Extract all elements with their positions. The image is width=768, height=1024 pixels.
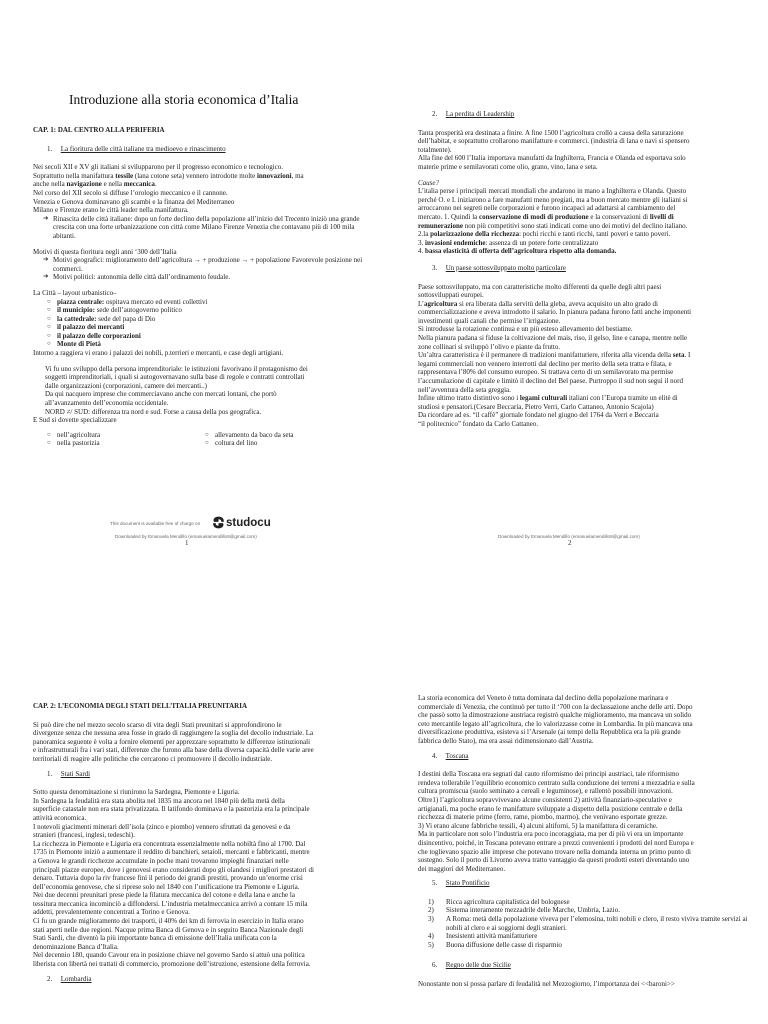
text-line: diversificazione produttiva, esisteva si l’Arsenale (ai tempi della Repubblica era la più grande — [418, 728, 681, 737]
text-line: Nella pianura padana si fiduse la coltivazione del mais, riso, il gelso, line e canapa, mentre nelle — [418, 334, 688, 343]
section-heading — [47, 770, 363, 779]
cause-heading: Cause? — [418, 178, 439, 187]
section-number: 1. — [47, 144, 53, 153]
list-item: 1) Ricca agricoltura capitalistica del bolognese — [428, 897, 570, 906]
text-line: L’italia perse i principali mercati mondiali che andarono in mano a Inghilterra e Olanda. Questo — [418, 187, 687, 196]
list-item: ➔ Motivi geografici: miglioramento dell’agricoltura → + produzione → + popolazione Favorevole posizione nei commerci. — [43, 256, 363, 273]
text-line: liberista con libertà nei trattati di commercio, promozione dell’istruzione, estensione della ferrovia. — [33, 960, 311, 969]
text-line: Infine ultimo tratto distintivo sono i legami culturali italiani con l’Europa tramite un elitè di — [418, 394, 678, 403]
text-line: ricchezza di materie prime (ferro, rame, piombo, marmo), che venivano esportate grezze. — [418, 813, 668, 822]
text-line: NORD ≠/ SUD: differenza tra nord e sud. Forse a causa della pos geografica. — [45, 407, 262, 416]
text-line: territoriali di reagire alle politiche che cercarono ci promuovere il decollo industriale. — [33, 754, 273, 763]
text-line: sottosviluppati europei. — [418, 291, 484, 300]
text-line: Venezia e Genova dominavano gli scambi e la finanza del Mediterraneo — [33, 197, 235, 206]
list-item: ○ nell’agricoltura — [47, 431, 205, 440]
text-line: Nel corso del XII secolo si diffuse l’orologio meccanico e il cannone. — [33, 188, 228, 197]
text-line: materie prime e semilavorati come olio, grano, vino, lana e seta. — [418, 162, 598, 171]
download-note: Downloaded by Emanuela Mendillo (emanuelamendillo9@gmail.com) — [115, 534, 257, 539]
section-heading — [432, 752, 748, 761]
text-line — [33, 172, 363, 181]
text-line: artigianali, ma poche erano le manifatture sviluppate a dispetto della posizione centrale e della — [418, 804, 683, 813]
list-item: ○ Monte di Pietà — [47, 340, 363, 349]
text-line: Nei due decenni preunitari prese piede la filatura meccanica del cotone e della lana e anche la — [33, 891, 295, 900]
section-number: 1. — [47, 769, 53, 778]
text-line: arroccarono nei segreti nelle corporazioni e furono incapaci ad adattarsi al cambiamento del — [418, 204, 676, 213]
text-line: Tanta prosperità era destinata a finire. A fine 1500 l’agricoltura crollò a causa della saturazione — [418, 128, 684, 137]
text-line: Motivi di questa fioritura negli anni ‘300 dell’Italia — [33, 247, 177, 256]
section-title: Stato Pontificio — [445, 879, 490, 888]
document-title: Introduzione alla storia economica d’Italia — [69, 92, 299, 107]
text-line: Oltre1) l’agricoltura sopravvivevano alcune consistenti 2) attività finanziario-speculative e — [418, 795, 672, 804]
text-line: commerciale di Venezia, che continuò per tutto il ‘700 con la declassazione anche delle arti. Dopo — [418, 702, 693, 711]
text-line: Stati Sardi, che diventò la più importante banca di emissione dell’Italia unificata con la — [33, 934, 277, 943]
text-line: principali piazze europee, dove i genovesi erano considerati dopo gli olandesi i migliori prestatori di — [33, 865, 314, 874]
list-right — [205, 431, 363, 448]
section-heading — [432, 961, 748, 970]
text-line: Paese sottosviluppato, ma con caratteristiche molto differenti da quelle degli altri paesi — [418, 282, 662, 291]
text-line: Intorno a raggiera vi erano i palazzi dei nobili, p.terrieri e mercanti, e case degli artigiani. — [33, 349, 284, 358]
text-line: Soprattutto nella manifattura tessile (lana cotone seta) vennero introdotte molte innovazioni, ma — [33, 171, 304, 180]
list-item: ○ nella pastorizia — [47, 439, 205, 448]
text-line: legami commerciali non vennero interrotti dal declino per merito della seta tratta e filata, e — [418, 359, 672, 368]
arrow-list — [43, 256, 363, 282]
list-item: 5) Buona diffusione delle casse di risparmio — [428, 940, 562, 949]
list-item: ○ allevamento da baco da seta — [205, 431, 363, 440]
text-line: 3. invasioni endemiche: assenza di un potere forte centralizzato — [418, 238, 599, 247]
text-line: l’accumulazione di capitale e limitò il declino del Bel paese. Purtroppo il sud non seguì il nord — [418, 377, 683, 386]
list-item: ○ coltura del lino — [205, 439, 363, 448]
text-line: 3) Vi erano alcune fabbriche tessili, 4) alcuni altiforni, 5) la manifattura di ceramiche. — [418, 821, 658, 830]
text-line: anche nella navigazione e nella meccanica. — [33, 180, 157, 189]
text-line: fabbrica dello Stato), ma era assai ridimensionato dall’Austria. — [418, 736, 594, 745]
text-line: 2.la polarizzazione della ricchezza: pochi ricchi e tanti ricchi, tanti poveri e tanto poveri. — [418, 230, 671, 239]
text-line: remunerazione non più competitivi sono stati indicati come uno dei motivi del declino italiano. — [418, 221, 688, 230]
text-line: rendeva tollerabile l’equilibrio economico centrato sulla conduzione dei terreni a mezzadria e sulla — [418, 778, 695, 787]
text-line: rappresentava l’80% del consumo europeo. Si trattava certo di un semilavorato ma permise — [418, 368, 674, 377]
section-number: 2. — [432, 110, 438, 118]
text-line: cultura promiscua (suolo seminato a cereali e leguminose), e rallentò possibili innovazioni. — [418, 787, 673, 796]
chapter-heading: CAP. 1: DAL CENTRO ALLA PERIFERIA — [33, 126, 165, 134]
text-line: Ma in particolare non solo l’industria era poco incoraggiata, ma per di più vi era un importante — [418, 830, 684, 839]
text-line: e infrastrutturali fra i vari stati, differenze che furono alla base della diversa capacità delle varie aree — [33, 746, 314, 755]
text-line: 4. bassa elasticità di offerta dell’agricoltura rispetto alla domanda. — [418, 247, 617, 256]
studocu-logo-icon — [212, 516, 225, 529]
section-heading — [47, 145, 363, 154]
text-line: ceto mercantile legato all’agricoltura, che lo valorizzasse come in Lombardia. In più mancava una — [418, 719, 693, 728]
list-left — [47, 431, 205, 448]
section-title: Un paese sottosviluppato molto particolare — [445, 263, 566, 272]
section-heading — [47, 975, 363, 984]
text-line: “il politecnico” fondato da Carlo Cattaneo. — [418, 420, 539, 428]
text-line: dell’habitat, e soprattutto crollarono manifatture e commerci. (industria di lana e navi si spensero — [418, 137, 690, 146]
text-line: Si introdusse la rotazione continua e un più esteso allevamento del bestiame. — [418, 325, 633, 334]
text-line: perché O. e I. iniziarono a fare manufatti meno pregiati, ma a buon mercato mentre gli italiani si — [418, 195, 688, 204]
two-column-list — [47, 431, 363, 448]
page-number: 2 — [568, 539, 572, 547]
text-line: dell’economia genovese, che si riprese solo nel 1840 con l’unificazione tra Piemonte e Liguria. — [33, 882, 300, 891]
text-line: 1735 in Piemonte iniziò a aumentare il reddito di banchieri, setaioli, mercanti e fabbricanti, mentre — [33, 848, 310, 857]
text-line: denaro. Tuttavia dopo la riv francese finì il periodo dei grandi prestiti, provando un’enorme crisi — [33, 874, 303, 883]
text-line: Vi fu uno sviluppo della persona imprenditoriale: le istituzioni favorivano il protagonismo dei — [45, 364, 308, 373]
text-line: stranieri (francesi, inglesi, tedeschi). — [33, 831, 135, 840]
section-heading — [432, 264, 748, 273]
section-title: La perdita di Leadership — [445, 110, 515, 118]
section-title: Stati Sardi — [60, 769, 91, 778]
numbered-list — [428, 898, 748, 950]
download-note: Downloaded by Emanuela Mendillo (emanuelamendillo9@gmail.com) — [498, 534, 640, 539]
section-title: La fioritura delle città italiane tra medioevo e rinascimento — [60, 144, 226, 153]
text-line: che passò sotto la dimostrazione austriaca registrò qualche miglioramento, ma mancava un solido — [418, 711, 692, 720]
section-title: Toscana — [445, 751, 469, 760]
list-item: ○ il palazzo dei mercanti — [47, 323, 363, 332]
text-line: Nei secoli XII e XV gli italiani si svilupparono per il progresso economico e tecnologico. — [33, 163, 284, 172]
section-title: Regno delle due Sicilie — [445, 961, 511, 970]
text-line: commercializzazione e aveva introdotto il salario. In pianura padana furono fatti anche imponenti — [418, 308, 692, 317]
list-item: 2) Sistema interamente mezzadrile delle Marche, Umbria, Lazio. — [428, 906, 620, 915]
text-line: La ricchezza in Piemonte e Liguria era concentrata essenzialmente nella nobiltà fino al 1700. Dal — [33, 839, 306, 848]
text-line: Un’altra caratteristica è il permanere di tradizioni manifatturiere, riferita alla vicenda della seta. I — [418, 351, 691, 360]
list-item: 3) A Roma: metà della popolazione viveva per l’elemosina, tolti nobili e clero, il resto viviva tramite servizi ai nobili al clero e ai soggiorni degli stranieri. — [428, 915, 748, 932]
text-line: a Genova le grandi ricchezze accumulate in poche mani trovarono impieghi finanziari nelle — [33, 856, 289, 865]
list-item: ○ la cattedrale: sede del papa di Dio — [47, 315, 363, 324]
list-item: ➔ Rinascita delle città italiane: dopo un forte declino della popolazione all’inizio del Trecento iniziò una grande crescita con una forte urbanizzazione con città come Milano Firenze Venezia che contavano più di 100 mila abitanti. — [43, 215, 363, 241]
text-line: nell’avventura della seta greggia. — [418, 385, 511, 394]
text-line: superficie catastale non era stata privatizzata. Il latifondo dominava e la pastorizia era la principale — [33, 805, 310, 814]
text-line: E Sud si dovette specializzare — [33, 416, 117, 425]
section-number: 3. — [432, 263, 438, 272]
text-line: zone collinari si sviluppò l’olivo e piante da frutto. — [418, 342, 561, 351]
text-line: che toglievano spazio alle imprese che potevano trovare nella domanda interna un primo punto di — [418, 847, 691, 856]
text-line: dei maggiori del Mediterraneo. — [418, 864, 506, 873]
page-3 — [33, 702, 363, 1024]
list-item: ○ il palazzo delle corporazioni — [47, 332, 363, 341]
text-line: Da qui nacquero imprese che commerciavano anche con mercati lontani, che portò — [45, 390, 277, 399]
text-line: La Città – layout urbanistico– — [33, 288, 117, 297]
text-line: Alla fine del 600 l’Italia importava manufatti da Inghilterra, Francia e Olanda ed esportava solo — [418, 154, 686, 163]
text-line: tessitura meccanica incominciò a diffondersi. L’industria metalmeccanica arrivò a contare 15 mila — [33, 899, 308, 908]
list-item: 4) Inesistenti attività manifatturiere — [428, 932, 538, 941]
text-line: studiosi e pensatori.(Cesare Beccaria, Pietro Verri, Carlo Cattaneo, Antonio Scajola) — [418, 402, 654, 411]
text-line: L’agricoltura si era liberata dalla servitù della gleba, aveva acquisito un alto grado di — [418, 299, 658, 308]
page-4 — [418, 694, 748, 1024]
text-line: Milano e Firenze erano le città leader nella manifattura. — [33, 206, 189, 215]
text-line: totalmente). — [418, 145, 452, 154]
list-item: ○ il municipio: sede dell’autogoverno politico — [47, 306, 363, 315]
page-1 — [33, 92, 363, 542]
text-line: sostegno. Solo il porto di Livorno aveva tratto vantaggio da questi prodotti esteri diventando uno — [418, 856, 690, 865]
section-number: 6. — [432, 961, 438, 970]
chapter-heading: CAP. 2: L’ECONOMIA DEGLI STATI DELL’ITALIA PREUNITARIA — [33, 702, 247, 710]
arrow-list — [43, 215, 363, 241]
text-line: addetti, prevalentemente concentrati a Torino e Genova. — [33, 908, 190, 917]
section-number: 2. — [47, 974, 53, 983]
text-line: denominazione Banca d’Italia. — [33, 942, 119, 951]
text-line: Ci fu un grande miglioramento dei trasporti, il 40% dei km di ferrovia in esercizio in Italia erano — [33, 917, 304, 926]
text-line: disincentivo, poiché, in Toscana potevano entrare a prezzi convenienti i prodotti del nord Europa e — [418, 838, 694, 847]
section-heading — [432, 110, 748, 119]
text-line: panoramica seguente è volta a fornire elementi per apprezzare soprattutto le differenze istituzionali — [33, 737, 311, 746]
list-item: ➔ Motivi politici: autonomia delle città dall’ordinamento feudale. — [43, 273, 363, 282]
section-heading — [432, 879, 748, 888]
page-2 — [418, 110, 748, 550]
text-line: divergenze senza che nessuna area fosse in grado di raggiungere la soglia del decollo industriale. La — [33, 729, 314, 738]
page-number: 1 — [185, 539, 189, 547]
text-line: In Sardegna la feudalità era stata abolita nel 1835 ma ancora nel 1840 più della metà della — [33, 796, 285, 805]
text-line: mercato. 1. Quindi la conservazione di modi di produzione e la conservazioni di livelli di — [418, 212, 674, 221]
list-item: ○ piazza centrale: ospitava mercato ed eventi collettivi — [47, 298, 363, 307]
text-line: all’avanzamento dell’economia occidentale. — [45, 399, 169, 408]
text-line: attività economica. — [33, 813, 87, 822]
section-title: Lombardia — [60, 974, 92, 983]
text-line: Nel decennio 180, quando Cavour era in posizione chiave nel governo Sardo si attuò una politica — [33, 951, 305, 960]
text-line: investimenti quali canali che permise l’irrigazione. — [418, 316, 561, 325]
text-line: stati aperti nelle due regioni. Nacque prima Banca di Genova e in seguito Banca Nazionale degli — [33, 925, 304, 934]
text-line: La storia economica del Veneto è tutta dominata dal declino della popolazione marinara e — [418, 694, 669, 702]
section-number: 5. — [432, 879, 438, 888]
text-line: soggetti imprenditoriali, i quali si autogovernavano sulla base di regole e contratti controllati — [45, 373, 305, 382]
text-line: I destini della Toscana era segnati dal cauto riformismo dei principi austriaci, tale riformismo — [418, 770, 680, 779]
availability-note: This document is available free of charge on — [110, 521, 201, 526]
studocu-logo-text: studocu — [226, 516, 271, 529]
section-number: 4. — [432, 751, 438, 760]
city-list — [47, 298, 363, 350]
text-line: Sotto questa denominazione si riunirono la Sardegna, Piemonte e Liguria. — [33, 788, 240, 797]
text-line: I notevoli giacimenti minerari dell’isola (zinco e piombo) vennero sfruttati da genovesi e da — [33, 822, 291, 831]
studocu-logo[interactable] — [212, 516, 271, 529]
text-line: Nonostante non si possa parlare di feudalità nel Mezzogiorno, l’importanza dei <<baroni>> — [418, 980, 675, 989]
text-line: dalle organizzazioni (corporazioni, camere dei mercanti..) — [45, 381, 207, 390]
text-line: Da ricordare ad es. “il caffè” giornale fondato nel giugno del 1764 da Verri e Beccaria — [418, 411, 659, 420]
text-line: Si può dire che nel mezzo secolo scarso di vita degli Stati preunitari si approfondirono le — [33, 720, 282, 729]
